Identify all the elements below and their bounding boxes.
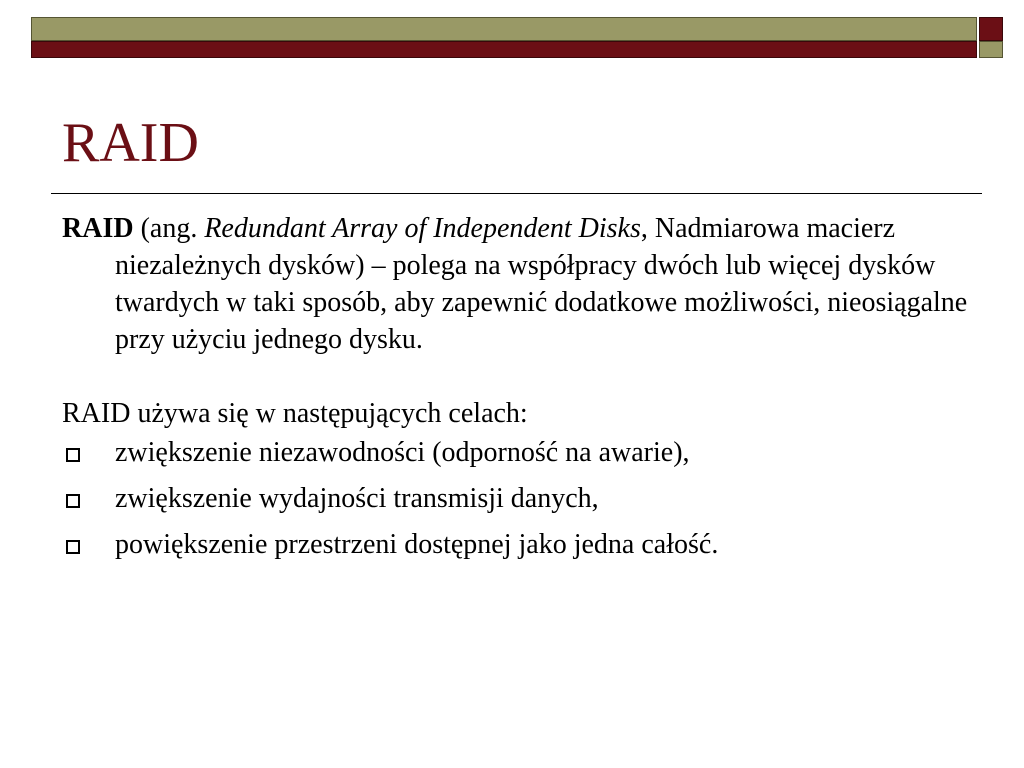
hollow-square-icon [66, 494, 80, 508]
definition-pre-english: (ang. [133, 213, 205, 244]
header-olive-square [979, 41, 1003, 58]
uses-list [62, 434, 982, 563]
uses-intro: RAID używa się w następujących celach: [62, 398, 528, 429]
list-item [62, 434, 982, 471]
list-item-text: zwiększenie niezawodności (odporność na awarie), [115, 437, 690, 468]
list-item-text: zwiększenie wydajności transmisji danych, [115, 483, 599, 514]
slide-body [62, 210, 982, 572]
definition-rest: , Nadmiarowa macierz niezależnych dysków) – polega na współpracy dwóch lub więcej dysków twardych w taki sposób, aby zapewnić dodatkowe możliwości, nieosiągalne przy użyciu jednego dysku. [115, 213, 968, 355]
header-red-bar [31, 41, 977, 58]
definition-term: RAID [62, 213, 134, 244]
hollow-square-icon [66, 540, 80, 554]
definition-english-name: Redundant Array of Independent Disks [204, 213, 641, 244]
slide-title: RAID [62, 112, 199, 174]
list-item [62, 526, 982, 563]
definition-paragraph [62, 210, 982, 358]
header-red-square [979, 17, 1003, 41]
header-olive-bar [31, 17, 977, 41]
list-item-text: powiększenie przestrzeni dostępnej jako jedna całość. [115, 529, 719, 560]
list-item [62, 480, 982, 517]
hollow-square-icon [66, 448, 80, 462]
title-divider [51, 193, 982, 194]
